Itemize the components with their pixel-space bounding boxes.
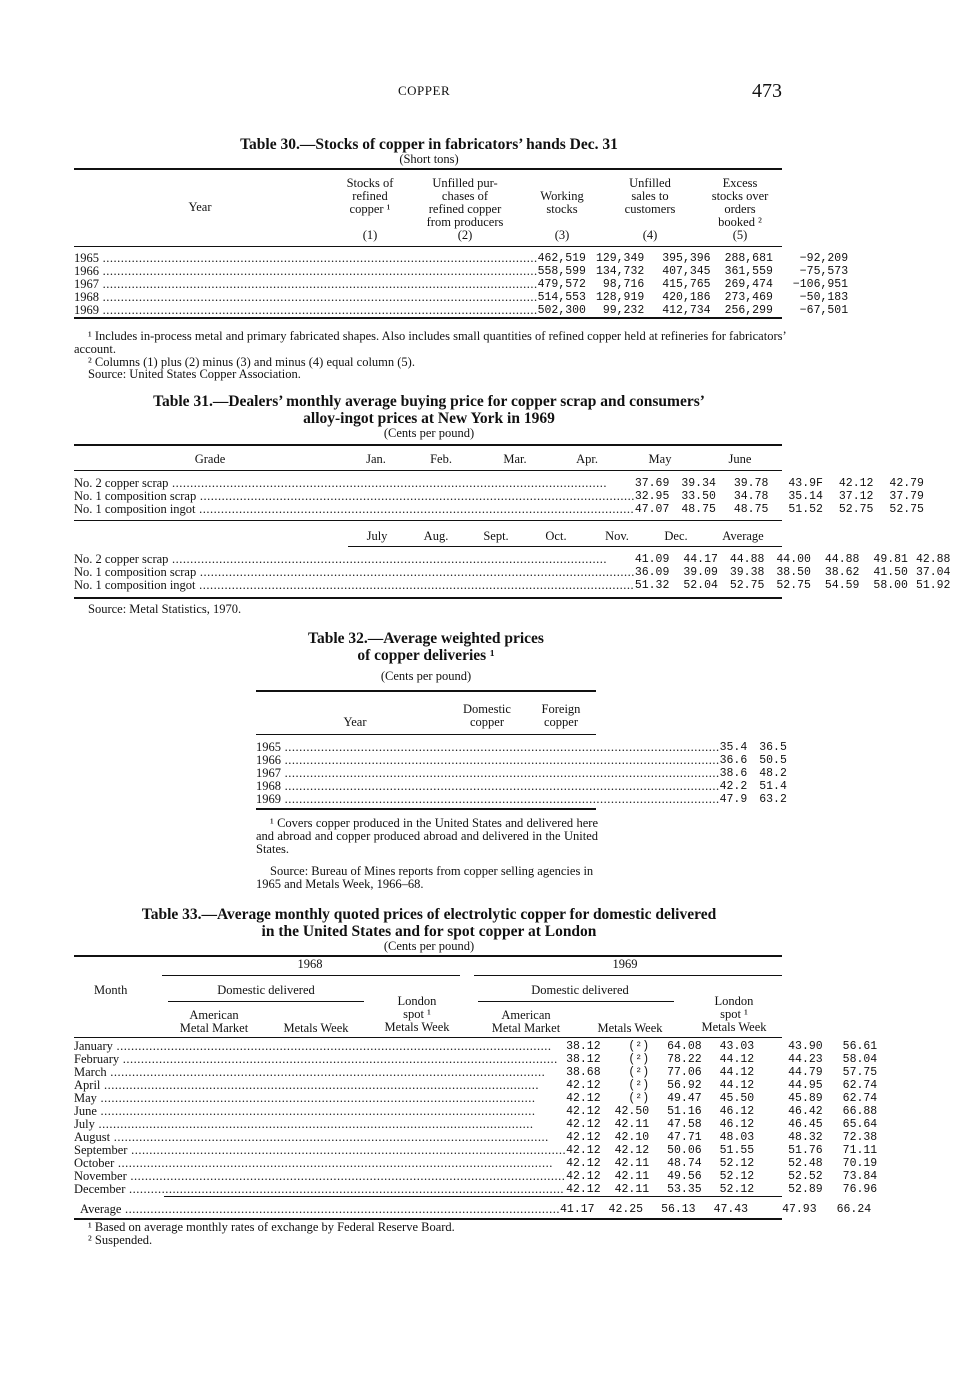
cell-value: 38.62 — [824, 566, 860, 579]
cell-value: 38.12 — [566, 1053, 601, 1066]
cell-value: 52.89 — [788, 1183, 823, 1196]
cell-value: 45.50 — [719, 1092, 755, 1105]
table32-units: (Cents per pound) — [380, 669, 472, 683]
month-header: Oct. — [545, 529, 567, 543]
row-year: 1965 ..... — [256, 741, 720, 754]
cell-value: 77.06 — [667, 1066, 702, 1079]
cell-value: 44.88 — [729, 553, 765, 566]
cell-value: (²) — [628, 1053, 650, 1066]
cell-value: 44.88 — [824, 553, 860, 566]
cell-value: 288,681 — [724, 252, 773, 265]
cell-value: 58.00 — [873, 579, 908, 592]
table33-average-row — [74, 1203, 885, 1216]
table32-body — [256, 741, 801, 806]
cell-value: 34.78 — [733, 490, 769, 503]
cell-value: 41.09 — [634, 553, 670, 566]
table30-colnum-2: (2) — [457, 228, 473, 242]
cell-value: 58.04 — [842, 1053, 878, 1066]
row-month: June ..... — [74, 1105, 566, 1118]
cell-value: 42.10 — [614, 1131, 650, 1144]
cell-value: 42.12 — [614, 1144, 650, 1157]
cell-value: 407,345 — [662, 265, 711, 278]
table31-months-row2 — [348, 529, 782, 544]
table30-header-col3: Working stocks — [540, 189, 584, 216]
cell-value: 62.74 — [842, 1079, 878, 1092]
table30-footnote-2: ² Columns (1) plus (2) minus (3) and minus (4) equal column (5). — [88, 355, 415, 369]
table30-header-col5: Excess stocks over orders booked ² — [711, 176, 769, 229]
cell-value: −92,209 — [799, 252, 849, 265]
cell-value: 48.74 — [667, 1157, 702, 1170]
cell-value: 42.12 — [566, 1131, 601, 1144]
cell-value: −75,573 — [799, 265, 849, 278]
cell-value: 49.81 — [873, 553, 908, 566]
month-header: Nov. — [605, 529, 629, 543]
cell-value: 37.69 — [634, 477, 670, 490]
cell-value: 42.11 — [614, 1118, 650, 1131]
cell-domestic: 36.6 — [719, 754, 748, 767]
cell-value: 43.03 — [719, 1040, 755, 1053]
cell-value: 48.32 — [788, 1131, 823, 1144]
cell-value: 129,349 — [595, 252, 645, 265]
table30-colnum-4: (4) — [642, 228, 658, 242]
cell-value: (²) — [628, 1092, 650, 1105]
cell-value: 42.12 — [566, 1079, 601, 1092]
table-row — [74, 304, 862, 317]
cell-value: 52.12 — [719, 1183, 755, 1196]
cell-value: 51.76 — [788, 1144, 823, 1157]
cell-value: 52.75 — [838, 503, 874, 516]
cell-value: 52.12 — [719, 1170, 755, 1183]
cell-value: 47.58 — [667, 1118, 702, 1131]
cell-value: 412,734 — [662, 304, 711, 317]
cell-value: 65.64 — [842, 1118, 878, 1131]
cell-value: 49.47 — [667, 1092, 702, 1105]
cell-value: 42.12 — [566, 1105, 601, 1118]
cell-value: 44.12 — [719, 1053, 755, 1066]
table31-months-row1 — [348, 452, 782, 467]
table33-header-month: Month — [94, 983, 128, 997]
table31-title: Table 31.—Dealers’ monthly average buying price for copper scrap and consumers’ alloy-ingot prices at New York in 1969 — [153, 393, 705, 427]
table33-header-london-1969: London spot ¹ Metals Week — [701, 994, 767, 1034]
cell-value: 52.75 — [776, 579, 811, 592]
cell-value: 46.12 — [719, 1118, 755, 1131]
cell-value: 273,469 — [724, 291, 773, 304]
cell-value: 48.75 — [733, 503, 769, 516]
cell-value: 62.74 — [842, 1092, 878, 1105]
month-header: Aug. — [423, 529, 449, 543]
row-month: January ..... — [74, 1040, 566, 1053]
cell-value: 48.75 — [681, 503, 716, 516]
cell-value: 78.22 — [667, 1053, 702, 1066]
table32-source: Source: Bureau of Mines reports from copper selling agencies in 1965 and Metals Week, 1966–68. — [256, 864, 594, 891]
cell-value: 32.95 — [634, 490, 670, 503]
cell-value: 73.84 — [842, 1170, 878, 1183]
table30-header-col4: Unfilled sales to customers — [624, 176, 676, 216]
table31-source: Source: Metal Statistics, 1970. — [88, 602, 242, 616]
running-header-title: COPPER — [398, 83, 451, 98]
cell-value: 420,186 — [662, 291, 711, 304]
table33-header-domestic-1968: Domestic delivered — [217, 983, 315, 997]
table-row — [256, 793, 801, 806]
cell-value: 42.79 — [889, 477, 924, 490]
table30-title: Table 30.—Stocks of copper in fabricators’ hands Dec. 31 — [240, 136, 618, 153]
cell-value: 48.03 — [719, 1131, 755, 1144]
cell-value: 66.88 — [842, 1105, 878, 1118]
cell-value: 47.71 — [667, 1131, 702, 1144]
table33-footnote-2: ² Suspended. — [88, 1233, 153, 1247]
cell-value: 57.75 — [842, 1066, 878, 1079]
cell-value: 502,300 — [537, 304, 586, 317]
cell-value: 44.23 — [788, 1053, 823, 1066]
cell-value: 33.50 — [681, 490, 716, 503]
cell-value: 43.9F — [788, 477, 823, 490]
table30-footnote-1: ¹ Includes in-process metal and primary fabricated shapes. Also includes small quantities of refined copper held at refineries for fabricators’ account. — [74, 329, 786, 356]
cell-value: (²) — [628, 1079, 650, 1092]
cell-value: 44.79 — [788, 1066, 823, 1079]
table33-header-mw-1968: Metals Week — [283, 1021, 349, 1035]
cell-value: 72.38 — [842, 1131, 878, 1144]
row-month: February ..... — [74, 1053, 566, 1066]
month-header: Jan. — [366, 452, 386, 466]
cell-value: 76.96 — [842, 1183, 878, 1196]
cell-value: 37.12 — [838, 490, 874, 503]
table31-body-2 — [74, 553, 964, 592]
table33-header-mw-1969: Metals Week — [597, 1021, 663, 1035]
cell-value: −106,951 — [792, 278, 849, 291]
row-grade: No. 2 copper scrap ..... — [74, 553, 635, 566]
month-header: May — [648, 452, 672, 466]
row-month: December ..... — [74, 1183, 566, 1196]
cell-value: −50,183 — [799, 291, 849, 304]
cell-value: 42.25 — [608, 1203, 644, 1216]
table32-header-year: Year — [343, 715, 367, 729]
cell-value: 54.59 — [824, 579, 860, 592]
table-row — [74, 1183, 891, 1196]
table32-header-domestic: Domestic copper — [463, 702, 511, 729]
cell-value: 41.17 — [560, 1203, 595, 1216]
cell-value: 52.52 — [788, 1170, 823, 1183]
cell-domestic: 42.2 — [719, 780, 748, 793]
cell-foreign: 50.5 — [759, 754, 787, 767]
row-month: November ..... — [74, 1170, 566, 1183]
table32-title: Table 32.—Average weighted prices of copper deliveries ¹ — [308, 630, 544, 664]
cell-value: 36.09 — [634, 566, 670, 579]
table32-footnote: ¹ Covers copper produced in the United States and delivered here and abroad and copper produced abroad and delivered in the United States. — [256, 816, 598, 856]
month-header: Average — [722, 529, 764, 543]
cell-value: 51.16 — [667, 1105, 702, 1118]
month-header: Dec. — [664, 529, 688, 543]
cell-value: 44.12 — [719, 1066, 755, 1079]
cell-value: 66.24 — [836, 1203, 872, 1216]
table-row — [74, 503, 938, 516]
cell-value: 134,732 — [595, 265, 645, 278]
cell-value: 42.12 — [566, 1144, 601, 1157]
table33-title: Table 33.—Average monthly quoted prices of electrolytic copper for domestic delivered in the United States and for spot copper at London — [141, 906, 717, 940]
row-grade: No. 1 composition ingot ..... — [74, 579, 635, 592]
cell-value: 47.43 — [713, 1203, 749, 1216]
cell-value: 558,599 — [537, 265, 586, 278]
cell-value: 38.68 — [566, 1066, 601, 1079]
cell-value: 42.11 — [614, 1170, 650, 1183]
cell-value: 56.92 — [667, 1079, 702, 1092]
cell-value: 56.13 — [661, 1203, 696, 1216]
cell-value: 99,232 — [602, 304, 645, 317]
cell-value: 52.12 — [719, 1157, 755, 1170]
cell-value: 38.12 — [566, 1040, 601, 1053]
row-year: 1965 ..... — [74, 252, 538, 265]
table33-header-london-1968: London spot ¹ Metals Week — [384, 994, 450, 1034]
cell-value: 47.07 — [634, 503, 670, 516]
row-month: August ..... — [74, 1131, 566, 1144]
row-month: Average ..... — [74, 1203, 560, 1216]
table33-body — [74, 1040, 891, 1196]
month-header: Feb. — [430, 452, 452, 466]
cell-value: 39.34 — [681, 477, 716, 490]
table33-year-1969: 1969 — [612, 957, 638, 971]
row-grade: No. 1 composition scrap ..... — [74, 490, 635, 503]
row-year: 1969 ..... — [256, 793, 720, 806]
cell-value: 43.90 — [788, 1040, 823, 1053]
cell-value: 514,553 — [537, 291, 586, 304]
cell-value: 44.12 — [719, 1079, 755, 1092]
table30-header-col1: Stocks of refined copper ¹ — [346, 176, 394, 216]
table32-header-foreign: Foreign copper — [541, 702, 581, 729]
cell-value: −67,501 — [799, 304, 849, 317]
cell-value: 35.14 — [788, 490, 823, 503]
table31-body-1 — [74, 477, 938, 516]
cell-value: (²) — [628, 1066, 650, 1079]
cell-value: 51.32 — [634, 579, 670, 592]
row-month: September ..... — [74, 1144, 566, 1157]
cell-value: 50.06 — [667, 1144, 702, 1157]
cell-value: 49.56 — [667, 1170, 702, 1183]
cell-value: 39.38 — [729, 566, 765, 579]
cell-foreign: 48.2 — [759, 767, 787, 780]
table30-colnum-1: (1) — [362, 228, 378, 242]
cell-value: 42.12 — [566, 1170, 601, 1183]
month-header: Apr. — [576, 452, 598, 466]
table31-header-grade: Grade — [194, 452, 226, 466]
row-month: May ..... — [74, 1092, 566, 1105]
cell-value: 39.78 — [733, 477, 769, 490]
cell-foreign: 63.2 — [759, 793, 787, 806]
cell-foreign: 36.5 — [759, 741, 787, 754]
month-header: Sept. — [483, 529, 509, 543]
cell-value: 128,919 — [595, 291, 645, 304]
table-row — [74, 579, 964, 592]
cell-value: 45.89 — [788, 1092, 823, 1105]
cell-value: 37.79 — [889, 490, 924, 503]
cell-value: 52.04 — [683, 579, 718, 592]
table33-year-1968: 1968 — [297, 957, 323, 971]
cell-value: 44.95 — [788, 1079, 823, 1092]
cell-value: 51.52 — [788, 503, 823, 516]
row-year: 1966 ..... — [256, 754, 720, 767]
row-month: July ..... — [74, 1118, 566, 1131]
cell-domestic: 35.4 — [719, 741, 748, 754]
table30-body — [74, 252, 862, 317]
cell-value: 52.75 — [889, 503, 924, 516]
cell-value: 56.61 — [842, 1040, 878, 1053]
month-header: July — [366, 529, 388, 543]
table30-colnum-3: (3) — [554, 228, 570, 242]
row-year: 1968 ..... — [74, 291, 538, 304]
page-number: 473 — [752, 80, 782, 102]
cell-domestic: 47.9 — [719, 793, 748, 806]
cell-value: 51.92 — [915, 579, 951, 592]
cell-value: 46.42 — [788, 1105, 823, 1118]
cell-value: (²) — [628, 1040, 650, 1053]
cell-value: 256,299 — [724, 304, 773, 317]
table33-header-amm-1969: American Metal Market — [491, 1008, 561, 1035]
row-year: 1966 ..... — [74, 265, 538, 278]
row-grade: No. 2 copper scrap ..... — [74, 477, 635, 490]
cell-value: 38.50 — [776, 566, 811, 579]
table33-units: (Cents per pound) — [383, 939, 475, 953]
table33-header-domestic-1969: Domestic delivered — [531, 983, 629, 997]
row-month: October ..... — [74, 1157, 566, 1170]
row-grade: No. 1 composition scrap ..... — [74, 566, 635, 579]
row-grade: No. 1 composition ingot ..... — [74, 503, 635, 516]
cell-value: 462,519 — [537, 252, 586, 265]
row-year: 1969 ..... — [74, 304, 538, 317]
average-row — [74, 1203, 885, 1216]
cell-value: 269,474 — [724, 278, 773, 291]
cell-foreign: 51.4 — [759, 780, 787, 793]
cell-value: 42.88 — [915, 553, 951, 566]
table30-colnum-5: (5) — [732, 228, 748, 242]
cell-value: 395,396 — [662, 252, 711, 265]
cell-value: 71.11 — [842, 1144, 878, 1157]
cell-value: 415,765 — [662, 278, 711, 291]
table30-source: Source: United States Copper Association. — [88, 367, 301, 381]
cell-domestic: 38.6 — [719, 767, 748, 780]
cell-value: 479,572 — [537, 278, 586, 291]
table33-footnote-1: ¹ Based on average monthly rates of exchange by Federal Reserve Board. — [88, 1220, 455, 1234]
row-month: April ..... — [74, 1079, 566, 1092]
cell-value: 42.12 — [566, 1118, 601, 1131]
cell-value: 47.93 — [782, 1203, 817, 1216]
row-year: 1967 ..... — [256, 767, 720, 780]
cell-value: 44.00 — [776, 553, 811, 566]
cell-value: 42.12 — [566, 1092, 601, 1105]
month-header: June — [728, 452, 752, 466]
cell-value: 42.12 — [566, 1183, 601, 1196]
row-month: March ..... — [74, 1066, 566, 1079]
cell-value: 44.17 — [683, 553, 718, 566]
cell-value: 41.50 — [873, 566, 908, 579]
cell-value: 98,716 — [602, 278, 645, 291]
cell-value: 70.19 — [842, 1157, 878, 1170]
table30-header-year: Year — [188, 200, 212, 214]
row-year: 1968 ..... — [256, 780, 720, 793]
cell-value: 64.08 — [667, 1040, 702, 1053]
cell-value: 39.09 — [683, 566, 718, 579]
table30-units: (Short tons) — [399, 152, 459, 166]
table30-header-col2: Unfilled pur- chases of refined copper from producers — [426, 176, 504, 229]
cell-value: 42.11 — [614, 1183, 650, 1196]
cell-value: 361,559 — [724, 265, 773, 278]
table33-header-amm-1968: American Metal Market — [179, 1008, 249, 1035]
table31-units: (Cents per pound) — [383, 426, 475, 440]
cell-value: 51.55 — [719, 1144, 755, 1157]
cell-value: 42.12 — [838, 477, 874, 490]
cell-value: 52.48 — [788, 1157, 823, 1170]
cell-value: 52.75 — [729, 579, 765, 592]
cell-value: 53.35 — [667, 1183, 702, 1196]
cell-value: 42.12 — [566, 1157, 601, 1170]
cell-value: 37.04 — [915, 566, 951, 579]
cell-value: 46.45 — [788, 1118, 823, 1131]
cell-value: 42.11 — [614, 1157, 650, 1170]
cell-value: 46.12 — [719, 1105, 755, 1118]
row-year: 1967 ..... — [74, 278, 538, 291]
month-header: Mar. — [503, 452, 527, 466]
cell-value: 42.50 — [614, 1105, 650, 1118]
